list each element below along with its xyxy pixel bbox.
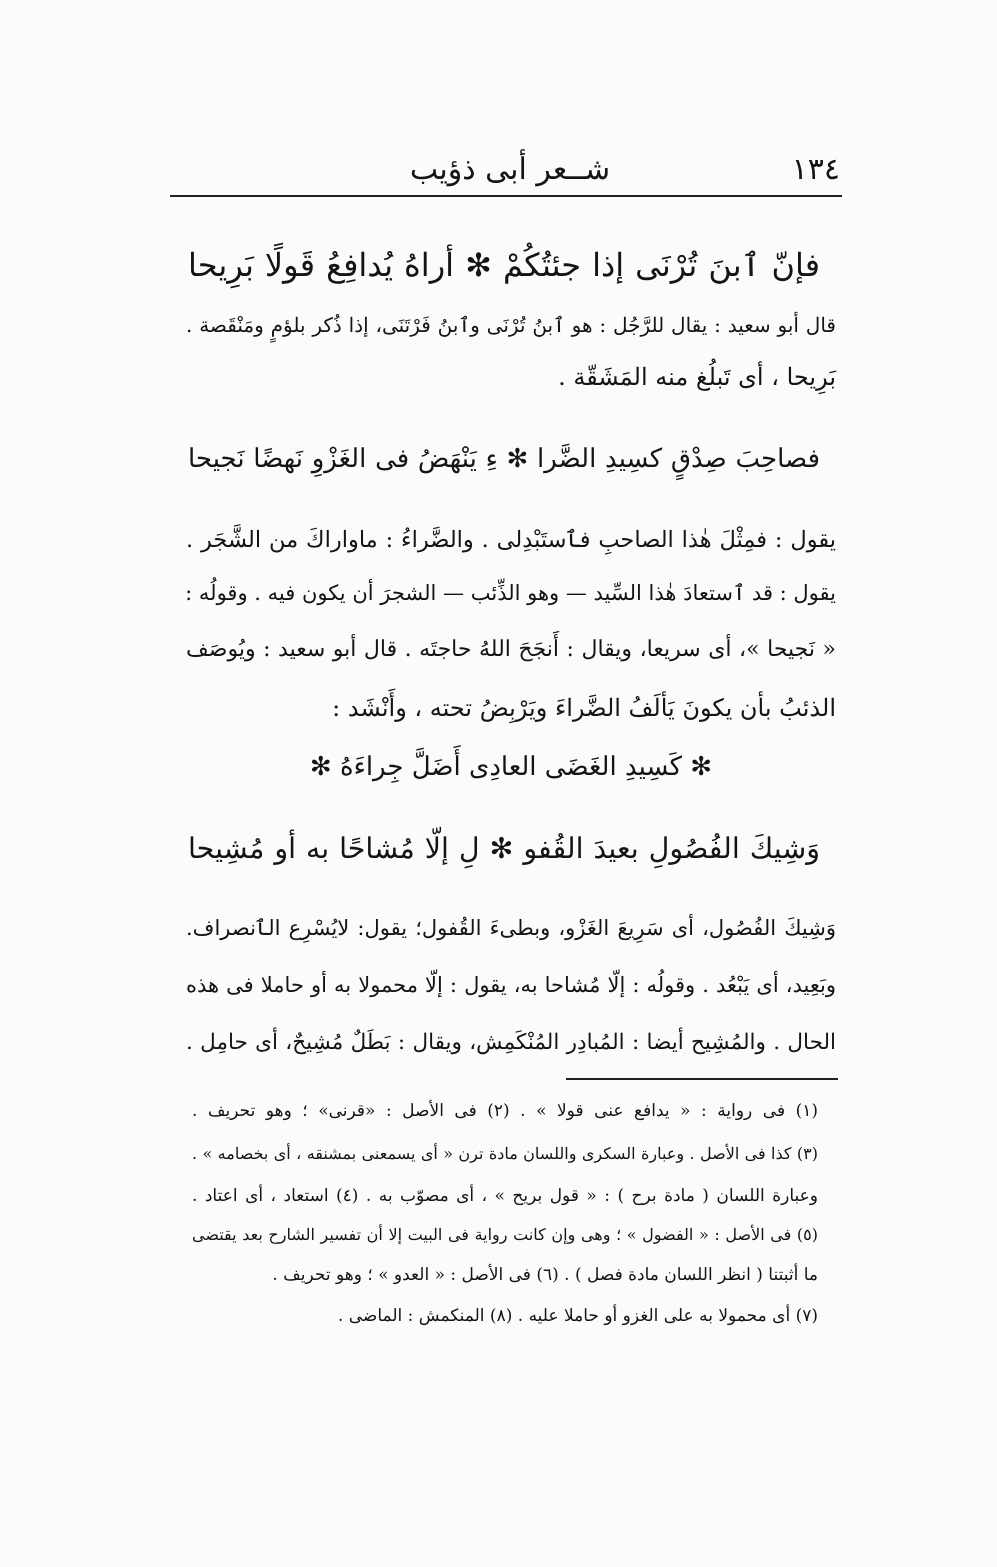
commentary-line: الذئبُ بأن يكونَ يَألَفُ الضَّراءَ ويَرْبِضُ تحته ، وأَنْشَد : <box>332 694 836 722</box>
commentary-line: يقول : قد ٱستعادَ هٰذا السِّيد — وهو الذِّئب — الشجرَ أن يكون فيه . وقولُه : <box>185 581 836 605</box>
commentary-line: وَشِيكَ الفُصُول، أى سَرِيعَ الغَزْو، وبطىءَ القُفول؛ يقول: لايُسْرِع الٱنصراف. <box>186 916 836 940</box>
running-title: شــعر أبى ذؤيب <box>409 152 611 187</box>
footnote-rule <box>566 1078 838 1080</box>
verse-3: وَشِيكَ الفُصُولِ بعيدَ القُفو ✻ لِ إلّا مُشاحًا به أو مُشِيحا <box>188 832 820 865</box>
footnote-line: (١) فى رواية : « يدافع عنى قولا » . (٢) فى الأصل : «قرنى» ؛ وهو تحريف . <box>192 1101 818 1121</box>
commentary-line: « نَجيحا »، أى سريعا، ويقال : أَنجَحَ اللهُ حاجتَه . قال أبو سعيد : ويُوصَف <box>186 637 836 662</box>
commentary-line: قال أبو سعيد : يقال للرَّجُل : هو ٱبنُ تُرْنَى وٱبنُ فَرْتَنَى، إذا ذُكر بلؤمٍ ومَنْقَصة . <box>186 313 836 337</box>
header-rule <box>170 195 842 197</box>
commentary-line: بَرِيحا ، أى تَبلُغ منه المَشَقّة . <box>558 363 836 391</box>
commentary-line: الحال . والمُشِيح أيضا : المُبادِر المُنْكَمِش، ويقال : بَطَلٌ مُشِيحٌ، أى حامِل . <box>186 1030 836 1055</box>
footnote-line: (٣) كذا فى الأصل . وعبارة السكرى واللسان مادة ترن « أى يسمعنى بمشنقه ، أى بخصامه » . <box>192 1144 819 1163</box>
page-header <box>180 150 840 194</box>
footnote-line: ما أثبتنا ( انظر اللسان مادة فصل ) . (٦) فى الأصل : « العدو » ؛ وهو تحريف . <box>272 1265 818 1285</box>
commentary-line: وبَعِيد، أى يَبْعُد . وقولُه : إلّا مُشاحا به، يقول : إلّا محمولا به أو حاملا فى هذه <box>186 973 836 997</box>
commentary-line: يقول : فمِثْلَ هٰذا الصاحبِ فٱستَبْدِلى . والضَّراءُ : ماواراكَ من الشَّجَر . <box>186 527 836 553</box>
verse-2: فصاحِبَ صِدْقٍ كسِيدِ الضَّرا ✻ ءِ يَنْهَضُ فى الغَزْوِ نَهضًا نَجيحا <box>188 444 820 474</box>
quoted-hemistich: ✻ كَسِيدِ الغَضَى العادِى أَضَلَّ جِراءَهُ ✻ <box>309 752 713 782</box>
footnote-line: وعبارة اللسان ( مادة برح ) : « قول بريح » ، أى مصوّب به . (٤) استعاد ، أى اعتاد . <box>192 1186 818 1206</box>
footnote-line: (٧) أى محمولا به على الغزو أو حاملا عليه . (٨) المنكمش : الماضى . <box>337 1306 818 1326</box>
verse-1: فإنّ ٱبنَ تُرْنَى إذا جئتُكُمْ ✻ أراهُ يُدافِعُ قَولًا بَرِيحا <box>188 246 820 284</box>
page-number: ١٣٤ <box>791 152 840 187</box>
footnote-line: (٥) فى الأصل : « الفضول » ؛ وهى وإن كانت رواية فى البيت إلا أن تفسير الشارح بعد يقتضى <box>192 1225 819 1244</box>
